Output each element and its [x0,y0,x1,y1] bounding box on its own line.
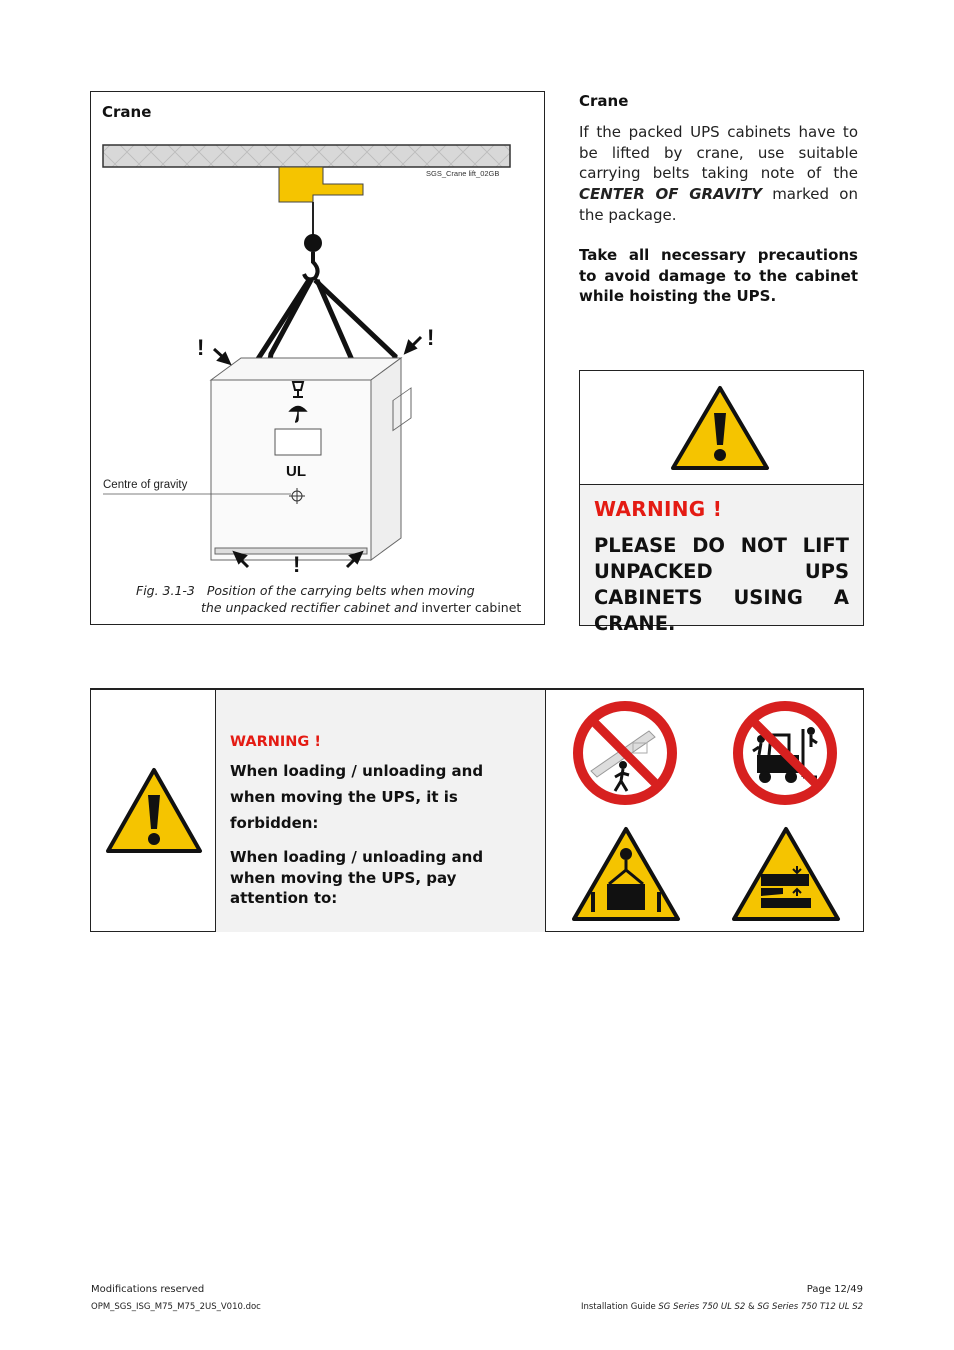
figure-box [90,91,545,625]
footer-guide-prefix: Installation Guide [580,1302,656,1312]
forbidden-text: When loading / unloading and when moving the UPS, it is forbidden: [230,762,484,832]
warning-triangle-icon [670,385,770,471]
table-text-cell [216,690,546,932]
cabinet-drawing [211,358,411,560]
caption-line2: the unpacked rectifier cabinet and [201,600,418,615]
warning-triangle-icon [105,767,203,855]
caption-number: Fig. 3.1-3 [136,583,195,598]
warning-heading: WARNING ! [594,497,723,521]
center-of-gravity-emphasis: CENTER OF GRAVITY [579,185,762,204]
crane-beam [103,145,510,167]
crushing-hazard-warning-icon [731,826,841,922]
caption-line2-upright: inverter cabinet [421,600,522,615]
table-warning-heading: WARNING ! [230,734,321,750]
table-signs-cell [546,690,863,932]
footer-amp: & [748,1302,755,1312]
svg-text:!: ! [197,335,205,360]
crane-lift-illustration [91,92,546,626]
para-text-before: If the packed UPS cabinets have to be lifted by crane, use suitable carrying belts taking note of the [579,123,858,183]
attention-text: When loading / unloading and when moving the UPS, pay attention to: [230,848,484,907]
precaution-note: Take all necessary precautions to avoid damage to the cabinet while hoisting the UPS. [579,246,858,305]
crane-trolley [279,167,363,202]
warning-line2: UNPACKED UPS CABINETS USING A CRANE. [594,560,849,635]
footer-filename: OPM_SGS_ISG_M75_M75_2US_V010.doc [91,1302,261,1312]
footer-series2: SG Series 750 T12 UL S2 [757,1302,863,1312]
no-standing-under-load-icon [571,699,679,807]
suspended-load-warning-icon [571,826,681,922]
footer-page-number: Page 12/49 [806,1284,863,1295]
para-text-after: marked on the package. [579,185,858,224]
footer-guide-title [581,1302,863,1312]
table-icon-cell [91,690,216,932]
warning-line1: PLEASE DO NOT LIFT [594,534,849,557]
caption-line1: Position of the carrying belts when moving [206,583,475,598]
crane-instructions [579,122,858,226]
figure-title: Crane [102,103,152,121]
figure-code-label: SGS_Crane lift_02GB [426,169,500,178]
footer-modifications: Modifications reserved [91,1284,205,1295]
section-title: Crane [579,92,629,110]
warning-text [594,533,849,637]
crane-warning-box [579,370,864,635]
footer-series1: SG Series 750 UL S2 [658,1302,746,1312]
safety-table [90,688,864,932]
no-persons-on-forklift-icon [731,699,839,807]
cog-label: Centre of gravity [103,479,188,491]
svg-text:!: ! [427,325,435,350]
svg-text:!: ! [293,552,301,577]
figure-caption [136,582,521,616]
ul-label: UL [286,463,306,480]
